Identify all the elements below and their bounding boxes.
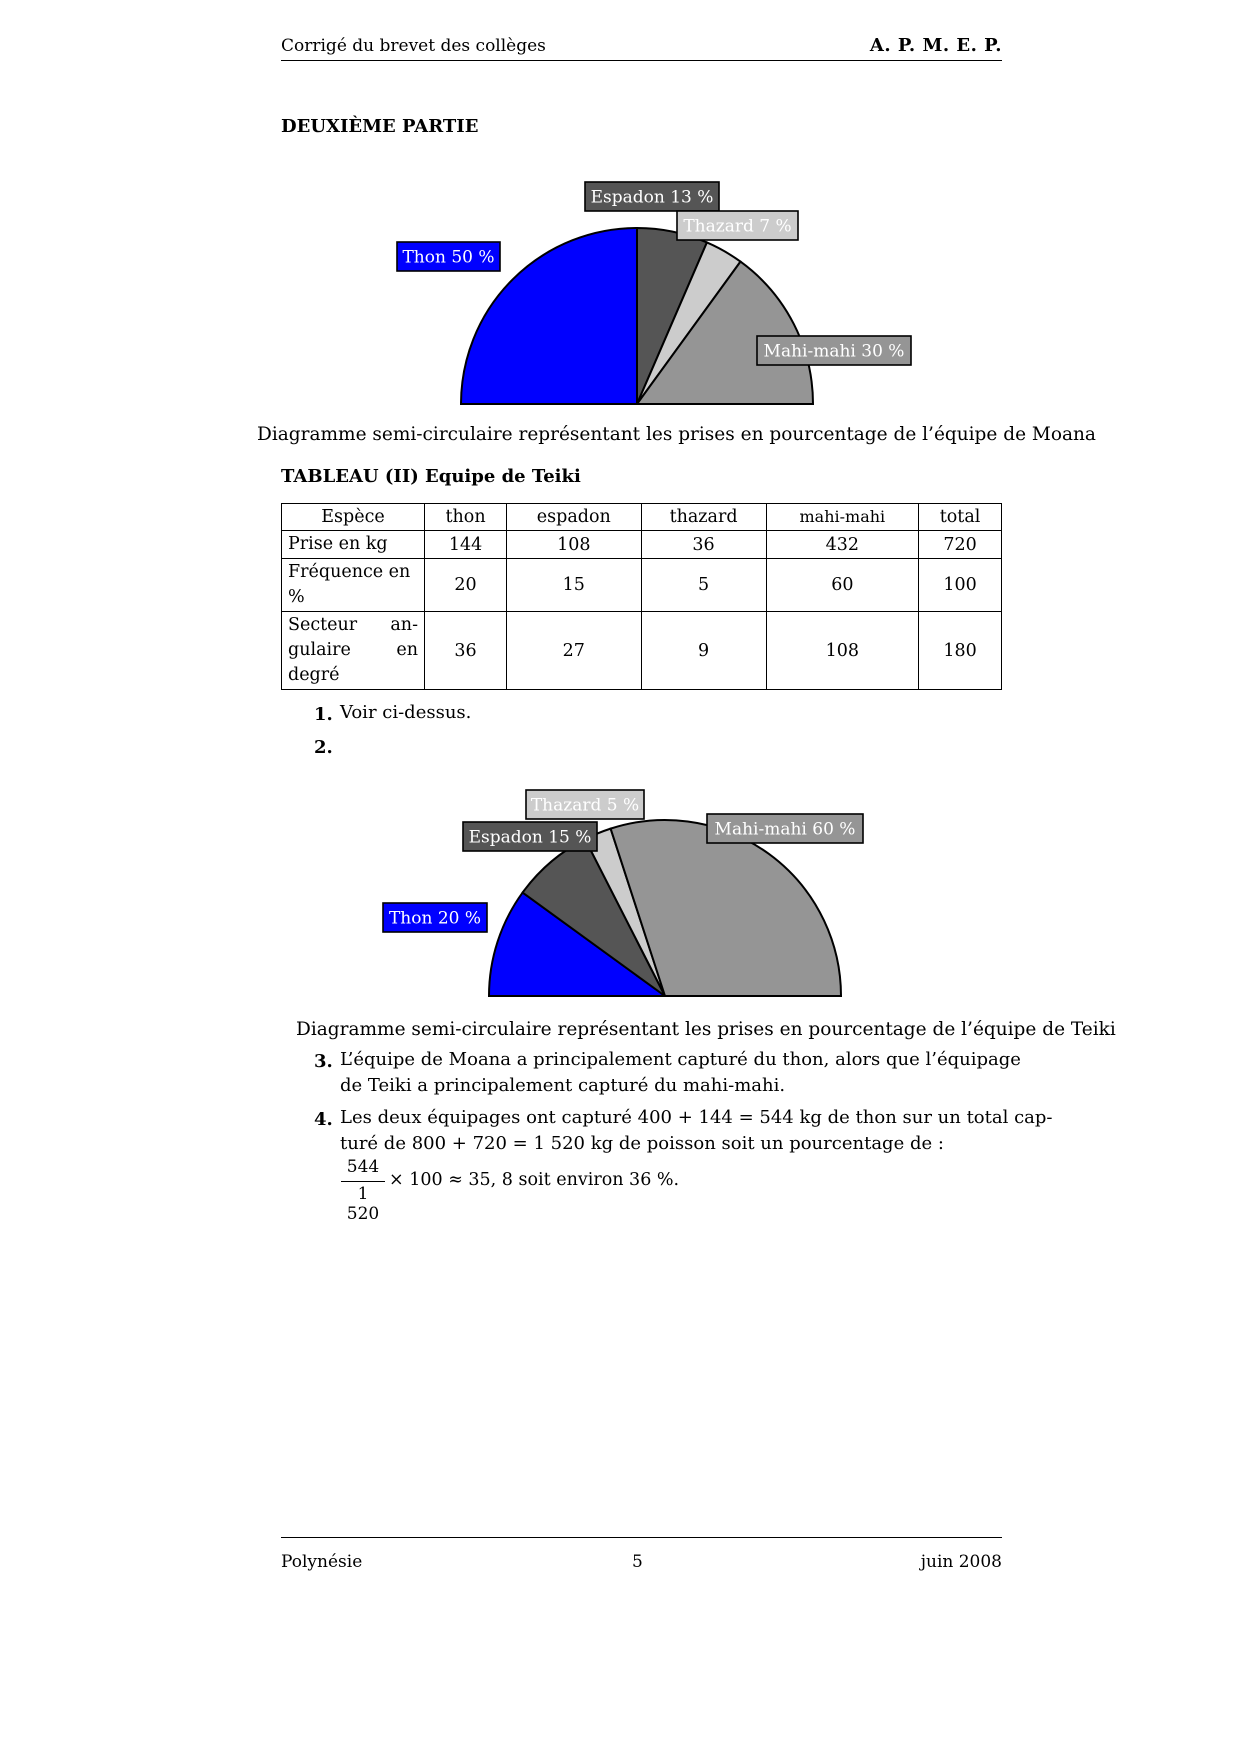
header-left: Corrigé du brevet des collèges bbox=[281, 36, 546, 56]
table-cell: 108 bbox=[507, 531, 641, 559]
row-label-line: Fréquence en bbox=[288, 562, 411, 582]
row-label-line: Secteur an- bbox=[288, 615, 418, 635]
table-cell: 100 bbox=[919, 559, 1002, 612]
footer-page-number: 5 bbox=[632, 1552, 643, 1572]
table-cell: 9 bbox=[641, 612, 766, 690]
section-title: DEUXIÈME PARTIE bbox=[281, 116, 479, 137]
table-cell: 720 bbox=[919, 531, 1002, 559]
table-cell: 36 bbox=[425, 612, 507, 690]
table-cell: 108 bbox=[766, 612, 918, 690]
chart-teiki-caption: Diagramme semi-circulaire représentant les prises en pourcentage de l’équipe de Teiki bbox=[296, 1019, 1116, 1040]
pie-label-text: Thon 20 % bbox=[388, 908, 482, 929]
row-label bbox=[282, 612, 425, 690]
pie-label-text: Espadon 13 % bbox=[590, 187, 714, 208]
item-number: 2. bbox=[314, 737, 333, 758]
table-cell: 432 bbox=[766, 531, 918, 559]
table-title: TABLEAU (II) Equipe de Teiki bbox=[281, 466, 581, 487]
table-cell: 15 bbox=[507, 559, 641, 612]
row-label: Prise en kg bbox=[282, 531, 425, 559]
item-text bbox=[340, 1105, 1053, 1157]
table-header-cell: Espèce bbox=[282, 504, 425, 531]
footer-left: Polynésie bbox=[281, 1552, 363, 1572]
table-cell: 60 bbox=[766, 559, 918, 612]
table-cell: 36 bbox=[641, 531, 766, 559]
item-text bbox=[340, 1047, 1021, 1099]
table-cell: 5 bbox=[641, 559, 766, 612]
table-cell: 180 bbox=[919, 612, 1002, 690]
row-label-line: % bbox=[288, 587, 305, 607]
table-header-cell: mahi-mahi bbox=[766, 504, 918, 531]
pie-label-text: Mahi-mahi 60 % bbox=[714, 819, 856, 840]
item-number: 3. bbox=[314, 1051, 333, 1072]
item-text-line: × 100 ≈ 35, 8 soit environ 36 %. bbox=[389, 1170, 680, 1190]
table-header-row bbox=[282, 504, 1002, 531]
table-header-cell: espadon bbox=[507, 504, 641, 531]
item-text-line: turé de 800 + 720 = 1 520 kg de poisson soit un pourcentage de : bbox=[340, 1133, 944, 1154]
row-label bbox=[282, 559, 425, 612]
pie-label-text: Thazard 5 % bbox=[530, 795, 640, 816]
fraction-denominator: 1 520 bbox=[346, 1184, 380, 1224]
item-number: 4. bbox=[314, 1109, 333, 1130]
chart-moana-caption: Diagramme semi-circulaire représentant les prises en pourcentage de l’équipe de Moana bbox=[257, 424, 1096, 445]
pie-label-text: Espadon 15 % bbox=[468, 827, 592, 848]
pie-teiki-slices bbox=[383, 790, 863, 996]
teiki-table bbox=[281, 503, 1002, 690]
header-right: A. P. M. E. P. bbox=[869, 35, 1002, 56]
table-header-cell: thazard bbox=[641, 504, 766, 531]
table-cell: 144 bbox=[425, 531, 507, 559]
table-cell: 27 bbox=[507, 612, 641, 690]
table-row bbox=[282, 612, 1002, 690]
item-text: Voir ci-dessus. bbox=[340, 702, 472, 723]
footer-rule bbox=[281, 1537, 1002, 1538]
item-text-line: de Teiki a principalement capturé du mahi-mahi. bbox=[340, 1075, 786, 1096]
row-label-line: degré bbox=[288, 665, 340, 685]
table-row bbox=[282, 531, 1002, 559]
item-text-line: Les deux équipages ont capturé 400 + 144 = 544 kg de thon sur un total cap- bbox=[340, 1107, 1053, 1128]
row-label-line: gulaire en bbox=[288, 640, 418, 660]
item-text-line: L’équipe de Moana a principalement capturé du thon, alors que l’équipage bbox=[340, 1049, 1021, 1070]
footer-right: juin 2008 bbox=[920, 1552, 1002, 1572]
pie-moana-slices bbox=[397, 182, 911, 404]
pie-label-text: Thon 50 % bbox=[402, 247, 495, 268]
table-header-cell: thon bbox=[425, 504, 507, 531]
table-row bbox=[282, 559, 1002, 612]
table-header-cell: total bbox=[919, 504, 1002, 531]
table-cell: 20 bbox=[425, 559, 507, 612]
item-number: 1. bbox=[314, 704, 333, 725]
fraction-bar bbox=[341, 1181, 385, 1182]
pie-label-text: Mahi-mahi 30 % bbox=[763, 341, 905, 362]
pie-label-text: Thazard 7 % bbox=[683, 216, 792, 237]
fraction-numerator: 544 bbox=[346, 1157, 380, 1177]
